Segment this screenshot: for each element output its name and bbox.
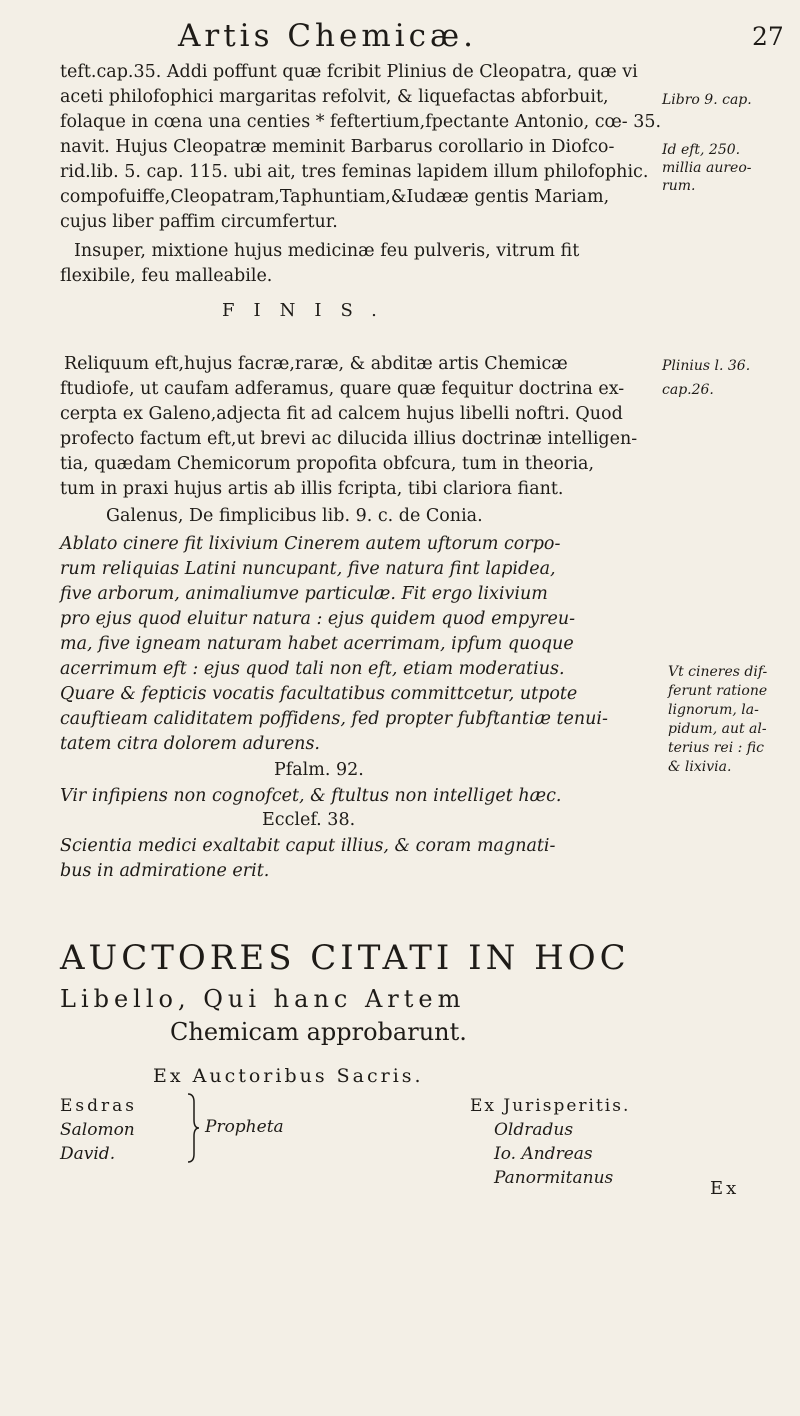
author-name: Salomon [60,1120,135,1140]
jurist-name: Panormitanus [494,1168,614,1188]
citation-galenus: Galenus, De fimplicibus lib. 9. c. de Conia. [106,506,483,526]
body-line: tia, quædam Chemicorum propofita obfcura, tum in theoria, [60,454,595,474]
jurist-heading: Ex Jurisperitis. [470,1096,631,1116]
margin-note: terius rei : fic [668,740,764,756]
quote-line: pro ejus quod eluitur natura : ejus quidem quod empyreu- [60,609,576,629]
margin-note: millia aureo- [662,160,752,176]
citation-ecclesiasticus: Ecclef. 38. [262,810,356,830]
quote-line: Quare & fepticis vocatis facultatibus committcetur, utpote [60,684,578,704]
running-header [0,18,800,58]
quote-line: Ablato cinere fit lixivium Cinerem autem uftorum corpo- [60,534,561,554]
margin-note: cap.26. [662,382,714,398]
quote-line: tatem citra dolorem adurens. [60,734,320,754]
brace-bracket [186,1090,200,1166]
body-line: flexibile, feu malleabile. [60,266,273,286]
quote-line: acerrimum eft : ejus quod tali non eft, etiam moderatius. [60,659,565,679]
catchword: Ex [710,1178,740,1199]
body-line: folaque in cœna una centies * feftertium,fpectante Antonio, cœ- 35. [60,112,662,132]
body-line: rid.lib. 5. cap. 115. ubi ait, tres feminas lapidem illum philofophic. [60,162,649,182]
quote-line: Scientia medici exaltabit caput illius, & coram magnati- [60,836,556,856]
margin-note: ferunt ratione [668,683,768,699]
quote-line: rum reliquias Latini nuncupant, five natura fint lapidea, [60,559,556,579]
author-name: Esdras [60,1096,138,1116]
body-line: tum in praxi hujus artis ab illis fcripta, tibi clariora fiant. [60,479,564,499]
jurist-name: Oldradus [494,1120,574,1140]
body-line: aceti philofophici margaritas refolvit, & liquefactas abforbuit, [60,87,609,107]
citation-psalm: Pfalm. 92. [274,760,364,780]
margin-note: & lixivia. [668,759,732,775]
quote-line: five arborum, animaliumve particulæ. Fit ergo lixivium [60,584,548,604]
margin-note: Plinius l. 36. [662,358,751,374]
subheading-sacred-authors: Ex Auctoribus Sacris. [153,1065,424,1087]
body-line: cerpta ex Galeno,adjecta fit ad calcem hujus libelli noftri. Quod [60,404,623,424]
page-number: 27 [752,22,784,51]
body-line: ftudiofe, ut caufam adferamus, quare quæ fequitur doctrina ex- [60,379,625,399]
quote-line: Vir infipiens non cognofcet, & ftultus non intelliget hæc. [60,786,562,806]
body-line: profecto factum eft,ut brevi ac dilucida illius doctrinæ intelligen- [60,429,638,449]
margin-note: pidum, aut al- [668,721,767,737]
quote-line: bus in admiratione erit. [60,861,270,881]
body-line: teft.cap.35. Addi poffunt quæ fcribit Plinius de Cleopatra, quæ vi [60,62,638,82]
author-name: David. [60,1144,116,1164]
margin-note: Libro 9. cap. [662,92,752,108]
section-heading: AUCTORES CITATI IN HOC [60,938,630,978]
margin-note: Id eft, 250. [662,142,741,158]
margin-note: lignorum, la- [668,702,759,718]
propheta-label: Propheta [205,1117,284,1137]
finis-mark: FINIS. [222,300,396,321]
margin-note: Vt cineres dif- [668,664,768,680]
section-heading-line-3: Chemicam approbarunt. [170,1018,467,1046]
body-line: compofuiffe,Cleopatram,Taphuntiam,&Iudææ gentis Mariam, [60,187,610,207]
body-line: Reliquum eft,hujus facræ,raræ, & abditæ artis Chemicæ [64,354,568,374]
body-line: Insuper, mixtione hujus medicinæ feu pulveris, vitrum fit [74,241,580,261]
quote-line: ma, five igneam naturam habet acerrimam, ipfum quoque [60,634,574,654]
jurist-name: Io. Andreas [494,1144,593,1164]
running-title: Artis Chemicæ. [178,18,478,54]
body-line: navit. Hujus Cleopatræ meminit Barbarus corollario in Diofco- [60,137,615,157]
quote-line: cauftieam caliditatem poffidens, fed propter fubftantiæ tenui- [60,709,608,729]
section-heading-line-2: Libello, Qui hanc Artem [60,985,466,1013]
margin-note: rum. [662,178,696,194]
body-line: cujus liber paffim circumfertur. [60,212,338,232]
